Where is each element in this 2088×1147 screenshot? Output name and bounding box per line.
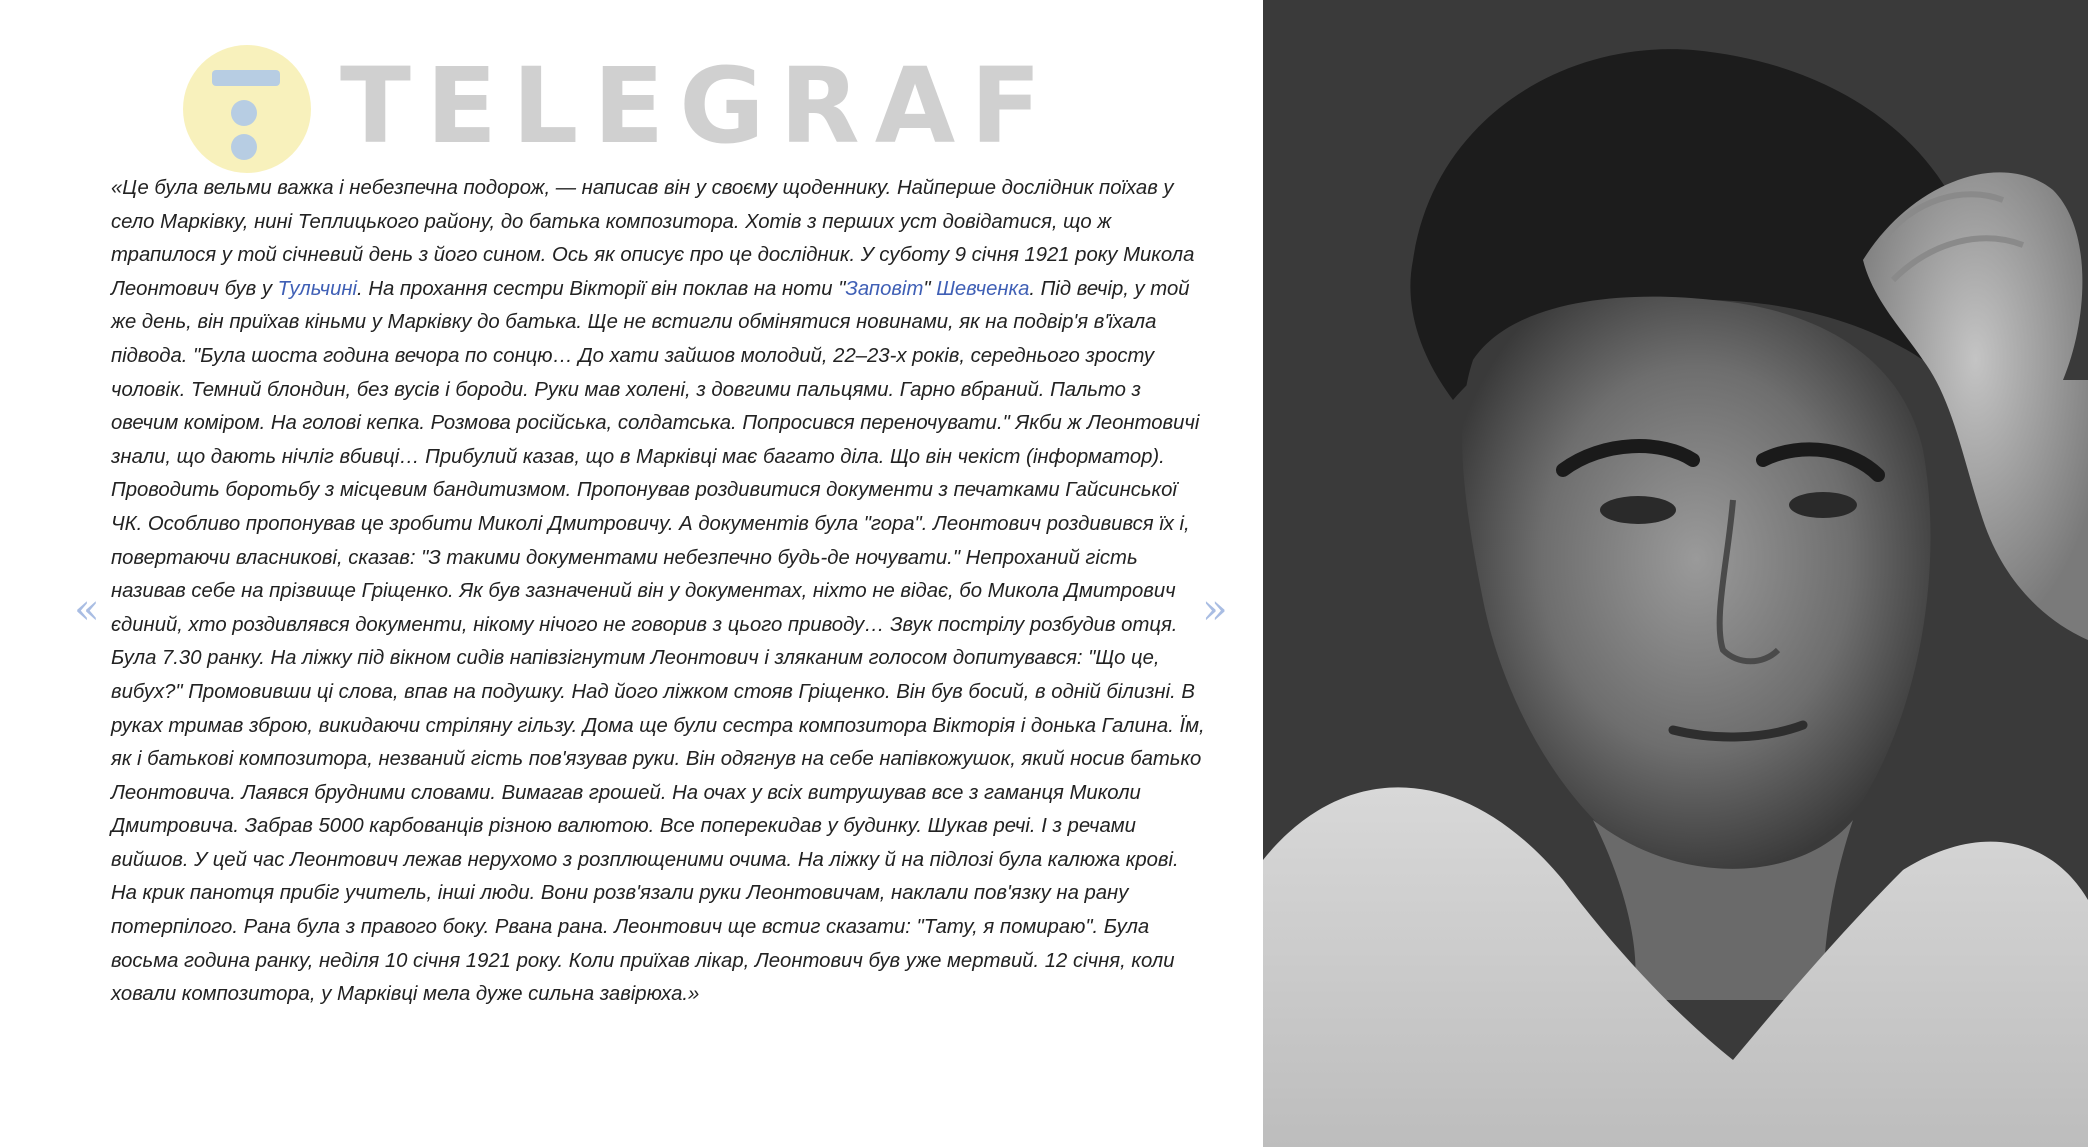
portrait-photo [1263, 0, 2088, 1147]
article-quote [111, 172, 1206, 1012]
quote-text-part: . На прохання сестри Вікторії він поклав на ноти " [357, 277, 846, 300]
logo-bar-shape [212, 70, 280, 86]
logo-text: TELEGRAF [340, 45, 1057, 167]
quote-text-part: . Під вечір, у той же день, він приїхав кіньми у Марківку до батька. Ще не встигли обмінятися новинами, як на подвір'я в'їхала підвода. "Була шоста година вечора по сонцю… До хати зайшов молодий, 22–23-х років, середнього зросту чоловік. Темний блондин, без вусів і бороди. Руки мав холені, з довгими пальцями. Гарно вбраний. Пальто з овечим коміром. На голові кепка. Розмова російська, солдатська. Попросився переночувати." Якби ж Леонтовичі знали, що дають нічліг вбивці… Прибулий казав, що в Марківці має багато діла. Що він чекіст (інформатор). Проводить боротьбу з місцевим бандитизмом. Пропонував роздивитися документи з печатками Гайсинської ЧК. Особливо пропонував це зробити Миколі Дмитровичу. А документів була "гора". Леонтович роздивився їх і, повертаючи власникові, сказав: "З такими документами небезпечно будь-де ночувати." Непроханий гість називав себе на прізвище Гріщенко. Як був зазначений він у документах, ніхто не відає, бо Микола Дмитрович єдиний, хто роздивлявся документи, нікому нічого не говорив з цього приводу… Звук пострілу розбудив отця. Була 7.30 ранку. На ліжку під вікном сидів напівзігнутим Леонтович і зляканим голосом допитувався: "Що це, вибух?" Промовивши ці слова, впав на подушку. Над його ліжком стояв Гріщенко. Він був босий, в одній білизні. В руках тримав зброю, викидаючи стріляну гільзу. Дома ще були сестра композитора Вікторія і донька Галина. Їм, як і батькові композитора, незваний гість пов'язував руки. Він одягнув на себе напівкожушок, який носив батько Леонтовича. Лаявся брудними словами. Вимагав грошей. На очах у всіх витрушував все з гаманця Миколи Дмитровича. Забрав 5000 карбованців різною валютою. Все поперекидав у будинку. Шукав речі. І з речами вийшов. У цей час Леонтович лежав нерухомо з розплющеними очима. На ліжку й на підлозі була калюжа крові. На крик панотця прибіг учитель, інші люди. Вони розв'язали руки Леонтовичам, наклали пов'язку на рану потерпілого. Рана була з правого боку. Рвана рана. Леонтович ще встиг сказати: "Тату, я помираю". Була восьма година ранку, неділя 10 січня 1921 року. Коли приїхав лікар, Леонтович був уже мертвий. 12 січня, коли ховали композитора, у Марківці мела дуже сильна завірюха.» [111, 277, 1205, 1006]
portrait-illustration [1263, 0, 2088, 1147]
logo-dot-shape [231, 100, 257, 126]
eye-shape [1600, 496, 1676, 524]
eye-shape [1789, 492, 1857, 518]
link-tulchyn[interactable]: Тульчині [277, 277, 358, 300]
quote-text-part: " [923, 277, 937, 300]
logo-dot-shape [231, 134, 257, 160]
prev-arrow-button[interactable]: « [74, 584, 100, 633]
quote-text-part: «Це була вельми важка і небезпечна подорож, — написав він у своєму щоденнику. Найперше дослідник поїхав у село Марківку, нині Теплицького району, до батька композитора. Хотів з перших уст довідатися, що ж трапилося у той січневий день з його сином. Ось як описує про це дослідник. У суботу 9 січня 1921 року Микола Леонтович був у [111, 177, 1195, 300]
link-shevchenko[interactable]: Шевченка [936, 277, 1030, 300]
link-zapovit[interactable]: Заповіт [845, 277, 924, 300]
next-arrow-button[interactable]: » [1202, 584, 1228, 633]
telegraf-watermark-logo [180, 42, 1057, 177]
